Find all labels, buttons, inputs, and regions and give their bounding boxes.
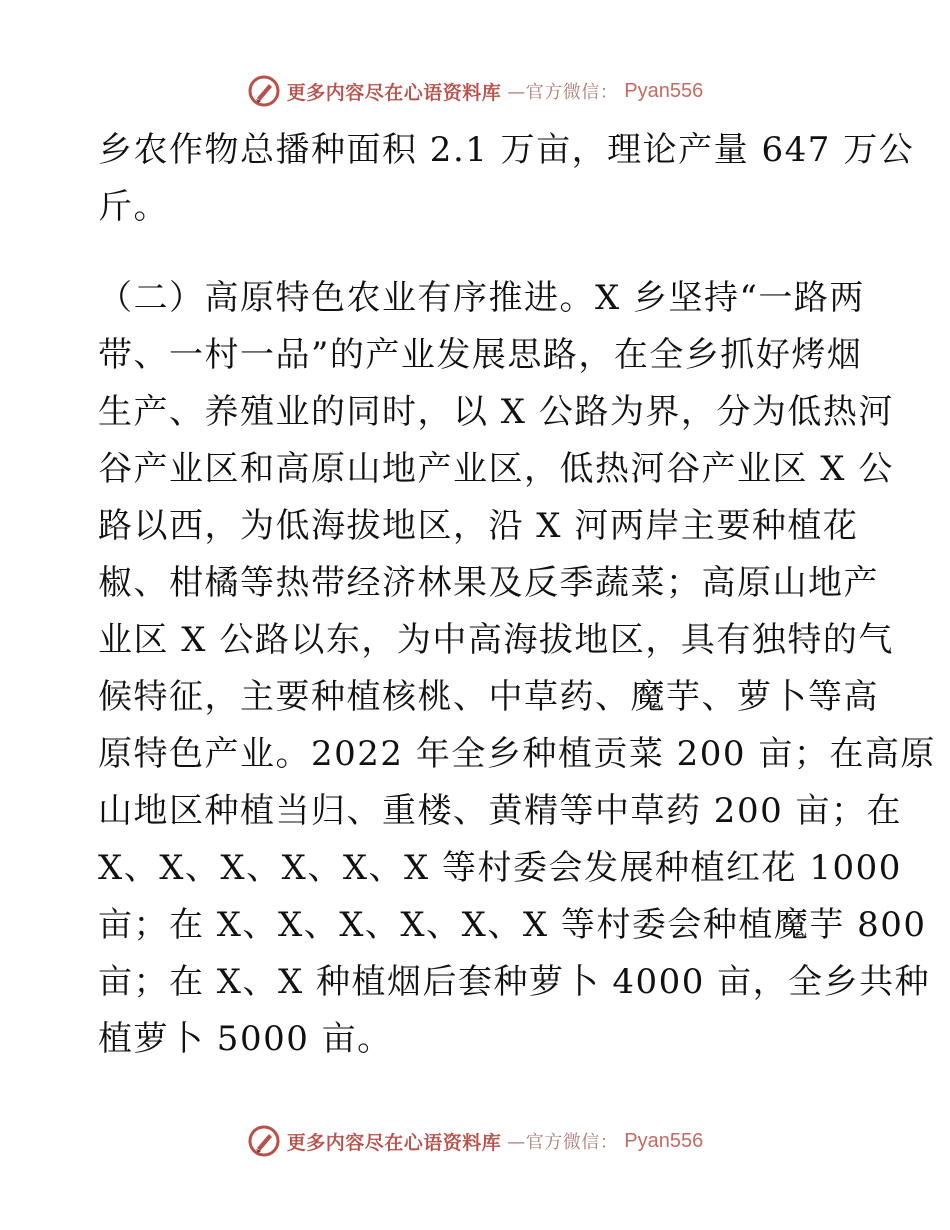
text-line: 斤。	[98, 187, 169, 227]
watermark-wechat-id: Pyan556	[624, 79, 704, 102]
footer-watermark	[0, 1124, 950, 1158]
watermark-brand-text: 更多内容尽在心语资料库	[286, 81, 502, 104]
text-line: 带、一村一品”的产业发展思路，在全乡抓好烤烟	[98, 335, 863, 375]
text-line: 候特征，主要种植核桃、中草药、魔芋、萝卜等高	[98, 677, 879, 717]
text-line: （二）高原特色农业有序推进。X 乡坚持“一路两	[98, 278, 865, 318]
pen-logo-icon	[247, 1124, 281, 1158]
text-line: 原特色产业。2022 年全乡种植贡菜 200 亩；在高原	[98, 734, 936, 774]
text-line: 亩；在 X、X、X、X、X、X 等村委会种植魔芋 800	[98, 905, 927, 945]
paragraph-2	[98, 270, 936, 1068]
text-line: 谷产业区和高原山地产业区，低热河谷产业区 X 公	[98, 449, 894, 489]
pen-logo-icon	[247, 74, 281, 108]
text-line: 乡农作物总播种面积 2.1 万亩，理论产量 647 万公	[98, 130, 915, 170]
text-line: 椒、柑橘等热带经济林果及反季蔬菜；高原山地产	[98, 563, 879, 603]
paragraph-1	[98, 122, 915, 236]
text-line: 生产、养殖业的同时，以 X 公路为界，分为低热河	[98, 392, 894, 432]
text-line: 业区 X 公路以东，为中高海拔地区，具有独特的气	[98, 620, 894, 660]
paragraph-gap	[98, 236, 858, 270]
header-watermark	[0, 74, 950, 108]
watermark-separator-text: —官方微信：	[507, 82, 619, 103]
watermark-separator-text: —官方微信：	[507, 1132, 619, 1153]
watermark-brand-text: 更多内容尽在心语资料库	[286, 1131, 502, 1154]
watermark-wechat-id: Pyan556	[624, 1129, 704, 1152]
document-body	[98, 122, 936, 1068]
text-line: 路以西，为低海拔地区，沿 X 河两岸主要种植花	[98, 506, 859, 546]
text-line: 山地区种植当归、重楼、黄精等中草药 200 亩；在	[98, 791, 903, 831]
text-line: 植萝卜 5000 亩。	[98, 1019, 393, 1059]
text-line: 亩；在 X、X 种植烟后套种萝卜 4000 亩，全乡共种	[98, 962, 931, 1002]
text-line: X、X、X、X、X、X 等村委会发展种植红花 1000	[98, 848, 902, 888]
